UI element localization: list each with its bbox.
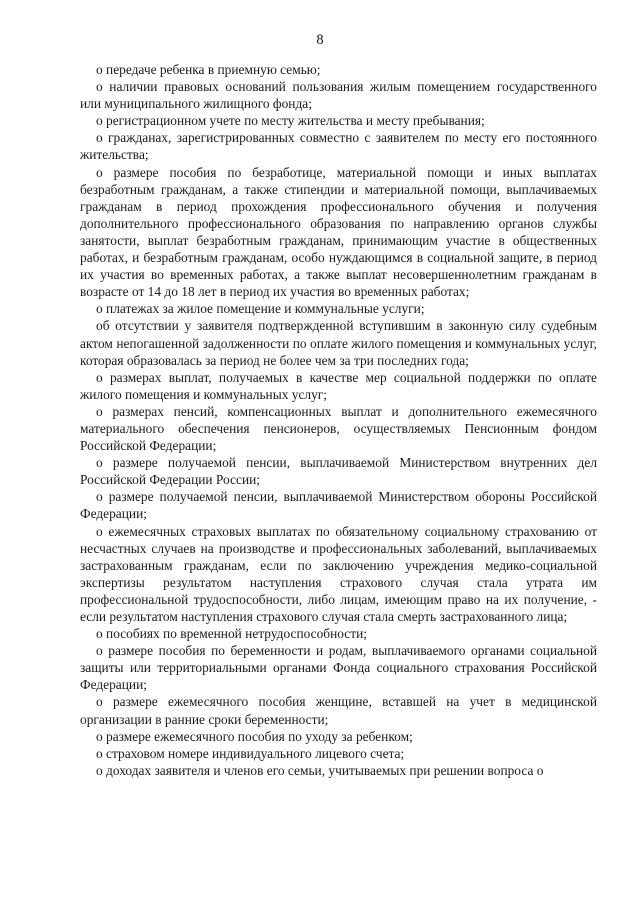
list-item: о размерах выплат, получаемых в качестве мер социальной поддержки по оплате жилого помещения и коммунальных услуг; bbox=[80, 369, 597, 402]
list-item: о регистрационном учете по месту жительства и месту пребывания; bbox=[96, 113, 485, 129]
list-item: о передаче ребенка в приемную семью; bbox=[96, 62, 321, 77]
list-item: о размере получаемой пенсии, выплачиваемой Министерством внутренних дел Российской Федерации России; bbox=[80, 455, 597, 488]
list-item: о размере ежемесячного пособия женщине, вставшей на учет в медицинской организации в ранние сроки беременности; bbox=[80, 694, 597, 727]
list-item: о гражданах, зарегистрированных совместно с заявителем по месту его постоянного жительства; bbox=[80, 130, 597, 163]
list-item: о наличии правовых оснований пользования жилым помещением государственного или муниципального жилищного фонда; bbox=[80, 79, 597, 112]
list-item: о размере пособия по безработице, материальной помощи и иных выплатах безработным гражданам, а также стипендии и материальной помощи, выплачиваемых гражданам в период прохождения профессионального обучения и получения дополнительного профессионального образования по направлению органов службы занятости, выплат безработным гражданам, принимающим участие в общественных работах, и безработным гражданам, особо нуждающимся в социальной защите, в период их участия во временных работах, а также выплат несовершеннолетним гражданам в возрасте от 14 до 18 лет в период их участия во временных работах; bbox=[80, 164, 597, 300]
page-number: 8 bbox=[316, 32, 324, 48]
list-item: о размере ежемесячного пособия по уходу за ребенком; bbox=[96, 728, 413, 744]
list-item: о размере получаемой пенсии, выплачиваемой Министерством обороны Российской Федерации; bbox=[80, 489, 597, 522]
list-item: об отсутствии у заявителя подтвержденной вступившим в законную силу судебным актом непогашенной задолженности по оплате жилого помещения и коммунальных услуг, которая образовалась за период не более чем за три последних года; bbox=[80, 318, 597, 368]
list-item: о платежах за жилое помещение и коммунальные услуги; bbox=[96, 301, 425, 317]
list-item: о пособиях по временной нетрудоспособности; bbox=[96, 626, 367, 642]
list-item: о ежемесячных страховых выплатах по обязательному социальному страхованию от несчастных случаев на производстве и профессиональных заболеваний, выплачиваемых застрахованным гражданам, если по заключению учреждения медико-социальной экспертизы результатом наступления страхового случая стала утрата им профессиональной трудоспособности, либо лицам, имеющим право на их получение, - если результатом наступления страхового случая стала смерть застрахованного лица; bbox=[80, 523, 597, 624]
list-item: о доходах заявителя и членов его семьи, учитываемых при решении вопроса о bbox=[96, 762, 544, 778]
list-item: о размерах пенсий, компенсационных выплат и дополнительного ежемесячного материального обеспечения пенсионеров, осуществляемых Пенсионным фондом Российской Федерации; bbox=[80, 403, 597, 454]
document-body bbox=[80, 61, 597, 779]
list-item: о страховом номере индивидуального лицевого счета; bbox=[96, 745, 405, 761]
list-item: о размере пособия по беременности и родам, выплачиваемого органами социальной защиты или территориальными органами Фонда социального страхования Российской Федерации; bbox=[80, 643, 597, 693]
